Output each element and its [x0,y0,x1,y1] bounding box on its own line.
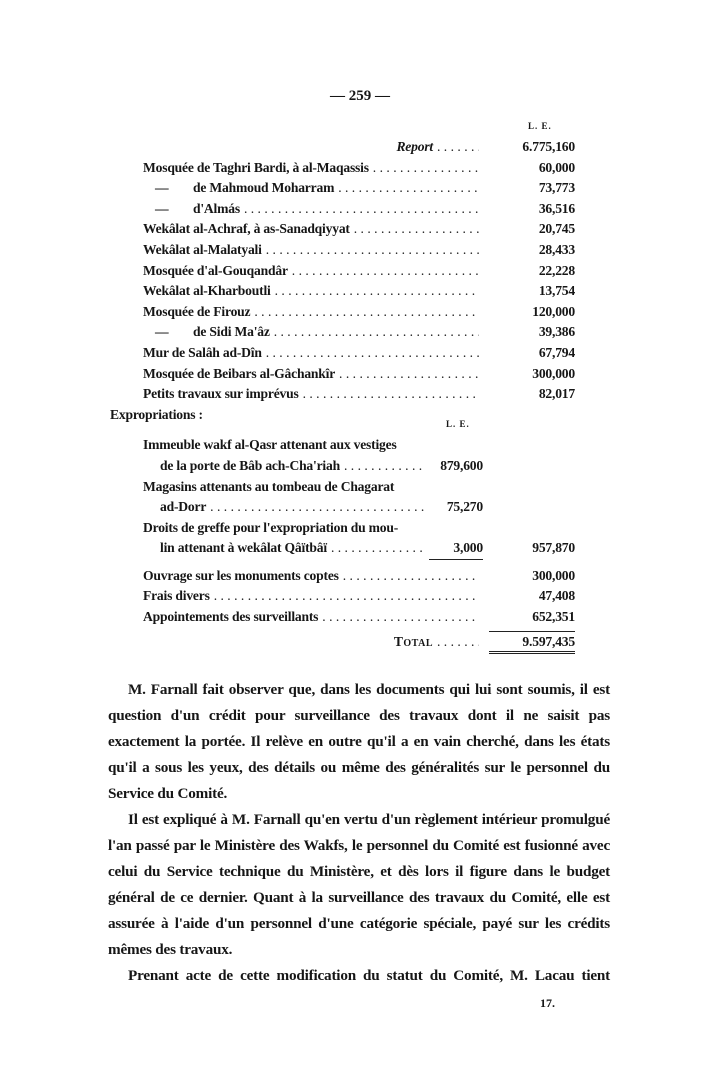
table-row [110,607,575,628]
table-row [110,219,575,240]
sub-value: 879,600 [440,457,483,473]
dot-leader [331,538,425,559]
table-row [110,384,575,405]
dot-leader [322,607,479,628]
row-label: Petits travaux sur imprévus [143,386,299,402]
expropriations-subtotal: 957,870 [532,540,575,556]
dot-leader [344,456,425,477]
expropriation-line [110,497,575,518]
row-label: Immeuble wakf al-Qasr attenant aux vestiges [143,437,397,453]
currency-unit-header: L. E. [528,121,552,131]
report-row [110,137,575,158]
row-label: Wekâlat al-Achraf, à as-Sanadqiyyat [143,221,350,237]
report-value: 6.775,160 [522,139,575,154]
total-row [110,631,575,652]
row-value: 652,351 [532,609,575,625]
row-label [143,178,334,199]
expropriation-line [110,435,575,456]
row-label: Droits de greffe pour l'expropriation du mou- [143,519,399,535]
total-label: Total [393,633,433,649]
row-value: 28,433 [538,241,575,257]
table-row [110,240,575,261]
dot-leader [303,384,479,405]
table-row [110,178,575,199]
paragraph: Il est expliqué à M. Farnall qu'en vertu d'un règlement intérieur promulgué l'an passé par le Ministère des Wakfs, le personnel du Comité est fusionné avec celui du Service technique du Ministère, et dès lors il figure dans le budget général de ce dernier. Quant à la surveillance des travaux du Comité, elle est assurée à l'aide d'un personnel d'une catégorie spéciale, payé sur les crédits mêmes des travaux. [108,811,610,958]
row-value: 13,754 [538,283,575,299]
row-label-text: de Sidi Ma'âz [193,324,270,340]
expropriation-line [110,456,575,477]
row-label: Ouvrage sur les monuments coptes [143,567,339,583]
row-value: 67,794 [538,344,575,360]
row-value: 73,773 [538,180,575,196]
row-value: 39,386 [538,324,575,340]
dot-leader [343,566,479,587]
dot-leader [254,302,479,323]
budget-table [110,137,575,651]
table-row [110,281,575,302]
row-label: Magasins attenants au tombeau de Chagarat [143,478,395,494]
row-value: 60,000 [538,159,575,175]
row-label: de la porte de Bâb ach-Cha'riah [160,457,340,473]
signature-mark: 17. [540,996,555,1010]
row-value: 20,745 [538,221,575,237]
table-row [110,199,575,220]
row-label: Mosquée de Beibars al-Gâchankîr [143,365,336,381]
row-value: 82,017 [538,386,575,402]
row-label: ad-Dorr [160,499,207,515]
page-number: — 259 — [330,88,390,104]
sub-value: 3,000 [429,538,483,560]
row-label: Wekâlat al-Kharboutli [143,283,271,299]
table-row [110,364,575,385]
row-label-text: de Mahmoud Moharram [193,180,335,196]
report-label: Report [396,139,433,154]
dot-leader [338,178,479,199]
sub-currency-unit: L. E. [446,419,470,430]
row-value: 22,228 [538,262,575,278]
expropriation-line [110,518,575,539]
row-label: Frais divers [143,588,210,604]
table-row [110,302,575,323]
dot-leader [437,137,479,158]
paragraph: Prenant acte de cette modification du statut du Comité, M. Lacau tient [128,967,610,984]
ditto-dash: — [155,200,169,216]
total-value: 9.597,435 [489,631,575,654]
expropriations-heading: Expropriations : [110,406,203,422]
row-label: Appointements des surveillants [143,609,319,625]
expropriation-line [110,538,575,559]
ditto-dash: — [155,180,169,196]
row-value: 300,000 [532,365,575,381]
dot-leader [274,322,479,343]
row-value: 36,516 [538,200,575,216]
table-row [110,158,575,179]
row-label: lin attenant à wekâlat Qâïtbâï [160,540,327,556]
row-value: 300,000 [532,567,575,583]
dot-leader [292,261,479,282]
row-label: Mosquée de Taghri Bardi, à al-Maqassis [143,159,369,175]
table-row [110,322,575,343]
sub-value: 75,270 [446,499,483,515]
expropriation-line [110,477,575,498]
sub-unit-row [110,419,575,435]
table-row [110,261,575,282]
spacer [110,559,575,566]
body-text [108,677,610,989]
row-value: 47,408 [538,588,575,604]
dot-leader [214,586,479,607]
dot-leader [275,281,479,302]
row-value: 120,000 [532,303,575,319]
dot-leader [354,219,479,240]
row-label [143,322,270,343]
dot-leader [266,343,479,364]
dot-leader [437,632,479,653]
dot-leader [266,240,479,261]
row-label [143,199,240,220]
table-row [110,343,575,364]
paragraph: M. Farnall fait observer que, dans les documents qui lui sont soumis, il est question d'un crédit pour surveillance des travaux dont il ne saisit pas exactement la portée. Il relève en outre qu'il a en vain cherché, dans les états qu'il a sous les yeux, des détails ou même des généralités sur le personnel du Service du Comité. [108,681,610,802]
dot-leader [373,158,479,179]
row-label: Mosquée de Firouz [143,303,251,319]
dot-leader [339,364,479,385]
expropriations-heading-row [110,405,575,426]
ditto-dash: — [155,324,169,340]
total-cell [483,631,575,654]
table-row [110,566,575,587]
table-row [110,586,575,607]
dot-leader [244,199,479,220]
row-label-text: d'Almás [193,200,240,216]
row-label: Mosquée d'al-Gouqandâr [143,262,288,278]
row-label: Wekâlat al-Malatyali [143,241,262,257]
row-label: Mur de Salâh ad-Dîn [143,344,262,360]
dot-leader [210,497,425,518]
